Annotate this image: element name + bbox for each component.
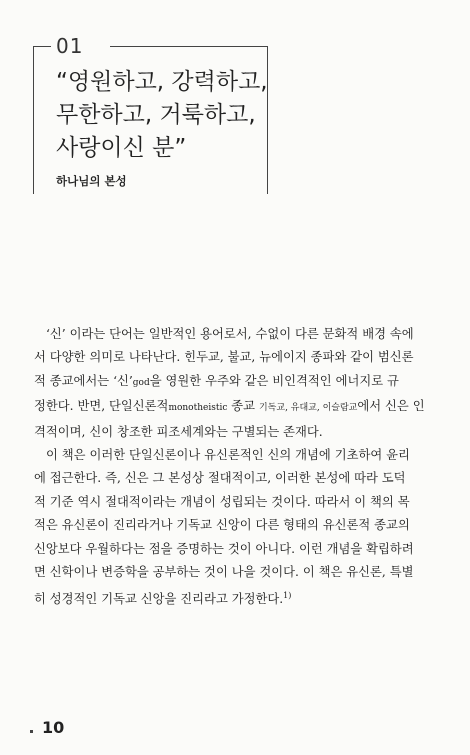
text-line bbox=[34, 584, 449, 612]
text-line: 적 기준 역시 절대적이라는 개념이 성립되는 것이다. 따라서 이 책의 목 bbox=[34, 494, 410, 509]
text-line: 신앙보다 우월하다는 점을 증명하는 것이 아니다. 이런 개념을 확립하려 bbox=[34, 541, 414, 556]
paragraph-2 bbox=[34, 444, 449, 612]
text-line bbox=[34, 370, 449, 395]
religion-list: 기독교, 유대교, 이슬람교 bbox=[258, 403, 358, 414]
text-segment: 적 종교에서는 ‘신’ bbox=[34, 373, 133, 388]
chapter-subtitle: 하나님의 본성 bbox=[56, 174, 127, 188]
page-number: 10 bbox=[42, 718, 65, 737]
text-line: 이 책은 이러한 단일신론이나 유신론적인 신의 개념에 기초하여 윤리 bbox=[46, 448, 410, 463]
text-line: 에 접근한다. 즉, 신은 그 본성상 절대적이고, 이러한 본성에 따라 도덕 bbox=[34, 471, 406, 486]
paragraph-1 bbox=[34, 323, 449, 444]
frame-left-rule bbox=[33, 46, 34, 194]
text-segment: 에서 신은 인 bbox=[357, 399, 425, 414]
frame-top-left-rule bbox=[33, 46, 51, 47]
text-segment: 종교 bbox=[227, 399, 256, 414]
text-line: 적은 유신론이 진리라거나 기독교 신앙이 다른 형태의 유신론적 종교의 bbox=[34, 518, 410, 533]
english-term: god bbox=[132, 377, 150, 388]
text-line: 면 신학이나 변증학을 공부하는 것이 나을 것이다. 이 책은 유신론, 특별 bbox=[34, 565, 414, 580]
frame-top-right-rule bbox=[110, 46, 267, 47]
text-line: 격적이며, 신이 창조한 피조세계와는 구별되는 존재다. bbox=[34, 424, 323, 439]
text-line bbox=[34, 395, 449, 420]
text-line: 서 다양한 의미로 나타난다. 힌두교, 불교, 뉴에이지 종파와 같이 범신론 bbox=[34, 350, 414, 365]
chapter-title-line: 무한하고, 거룩하고, bbox=[56, 102, 256, 128]
text-segment: 을 영원한 우주와 같은 비인격적인 에너지로 규 bbox=[149, 373, 399, 388]
chapter-title-line: “영원하고, 강력하고, bbox=[56, 69, 268, 95]
body-text bbox=[34, 323, 449, 612]
chapter-title-line: 사랑이신 분” bbox=[56, 135, 187, 161]
footnote-marker: 1) bbox=[283, 591, 292, 601]
page-number-dot bbox=[30, 730, 33, 733]
chapter-title bbox=[56, 66, 276, 165]
chapter-number: 01 bbox=[56, 34, 84, 58]
text-line: ‘신’ 이라는 단어는 일반적인 용어로서, 수없이 다른 문화적 배경 속에 bbox=[46, 327, 414, 341]
text-segment: 히 성경적인 기독교 신앙을 진리라고 가정한다. bbox=[34, 592, 284, 607]
english-term: monotheistic bbox=[168, 403, 228, 414]
text-segment: 정한다. 반면, 단일신론적 bbox=[34, 399, 169, 414]
